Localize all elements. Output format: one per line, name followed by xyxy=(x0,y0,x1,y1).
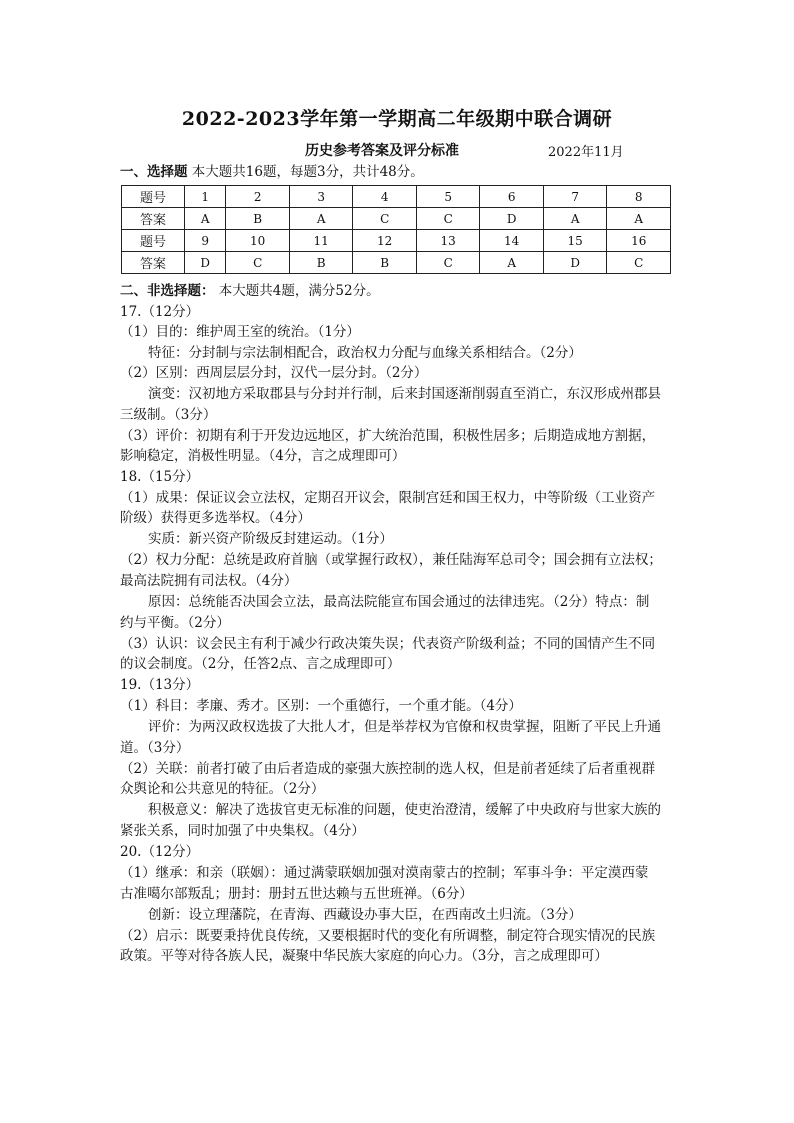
question-heading-17: 17.（12分） xyxy=(120,304,200,320)
table-cell: A xyxy=(289,208,353,230)
answer-line: 三级制。（3分） xyxy=(120,407,217,423)
answer-line: 政策。平等对待各族人民，凝聚中华民族大家庭的向心力。（3分，言之成理即可） xyxy=(120,948,608,964)
table-cell: C xyxy=(416,252,480,274)
table-row xyxy=(122,230,671,252)
answer-line: 约与平衡。（2分） xyxy=(120,615,230,631)
answer-line: （2）区别：西周层层分封，汉代一层分封。（2分） xyxy=(120,365,428,381)
table-cell: 6 xyxy=(480,186,544,208)
table-cell: A xyxy=(480,252,544,274)
answer-line: 众舆论和公共意见的特征。（2分） xyxy=(120,781,325,797)
answer-table xyxy=(121,185,671,274)
section-2-desc: 本大题共4题，满分52分。 xyxy=(218,283,380,299)
table-row xyxy=(122,252,671,274)
answer-line: （3）评价：初期有利于开发边远地区，扩大统治范围，积极性居多；后期造成地方割据， xyxy=(120,428,656,444)
table-cell: 11 xyxy=(289,230,353,252)
table-cell: 3 xyxy=(289,186,353,208)
table-row xyxy=(122,186,671,208)
answer-line: 古准噶尔部叛乱；册封：册封五世达赖与五世班禅。（6分） xyxy=(120,886,473,902)
table-cell: 10 xyxy=(226,230,290,252)
table-cell: 4 xyxy=(353,186,417,208)
answer-line: 的议会制度。（2分，任答2点、言之成理即可） xyxy=(120,656,401,672)
row-label: 答案 xyxy=(122,208,185,230)
table-cell: A xyxy=(543,208,607,230)
answer-line: 创新：设立理藩院，在青海、西藏设办事大臣，在西南改土归流。（3分） xyxy=(148,907,582,923)
answer-line: （1）科目：孝廉、秀才。区别：一个重德行，一个重才能。（4分） xyxy=(120,698,522,714)
table-cell: 5 xyxy=(416,186,480,208)
answer-line: 实质：新兴资产阶级反封建运动。（1分） xyxy=(148,531,393,547)
row-label: 答案 xyxy=(122,252,185,274)
answer-line: （1）目的：维护周王室的统治。（1分） xyxy=(120,324,360,340)
table-cell: 7 xyxy=(543,186,607,208)
answer-line: 积极意义：解决了选拔官吏无标准的问题，使吏治澄清，缓解了中央政府与世家大族的 xyxy=(148,802,661,818)
answer-line: 最高法院拥有司法权。（4分） xyxy=(120,573,298,589)
table-cell: 15 xyxy=(543,230,607,252)
answer-line: （1）成果：保证议会立法权，定期召开议会，限制宫廷和国王权力，中等阶级（工业资产 xyxy=(120,490,656,506)
table-cell: 8 xyxy=(607,186,671,208)
table-cell: C xyxy=(226,252,290,274)
question-heading-19: 19.（13分） xyxy=(120,677,200,693)
answer-line: 演变：汉初地方采取郡县与分封并行制，后来封国逐渐削弱直至消亡，东汉形成州郡县 xyxy=(148,386,661,402)
answer-line: 道。（3分） xyxy=(120,740,190,756)
answer-line: （2）权力分配：总统是政府首脑（或掌握行政权），兼任陆海军总司令；国会拥有立法权； xyxy=(120,552,662,568)
table-cell: A xyxy=(185,208,226,230)
answer-line: 原因：总统能否决国会立法，最高法院能宣布国会通过的法律违宪。（2分）特点：制 xyxy=(148,594,650,610)
document-title: 2022-2023学年第一学期高二年级期中联合调研 xyxy=(181,108,613,130)
row-label: 题号 xyxy=(122,230,185,252)
section-2-heading: 二、非选择题： xyxy=(120,283,215,299)
answer-line: 阶级）获得更多选举权。（4分） xyxy=(120,510,311,526)
table-cell: C xyxy=(607,252,671,274)
answer-line: （2）关联：前者打破了由后者造成的豪强大族控制的选人权，但是前者延续了后者重视群 xyxy=(120,761,656,777)
answer-line: 紧张关系，同时加强了中央集权。（4分） xyxy=(120,823,365,839)
table-cell: 13 xyxy=(416,230,480,252)
table-cell: 2 xyxy=(226,186,290,208)
table-cell: 12 xyxy=(353,230,417,252)
section-1-desc: 本大题共16题，每题3分，共计48分。 xyxy=(191,164,424,180)
document-subtitle: 历史参考答案及评分标准 xyxy=(305,143,459,159)
table-cell: 14 xyxy=(480,230,544,252)
section-2-header xyxy=(120,281,680,301)
answer-line: （3）认识：议会民主有利于减少行政决策失误；代表资产阶级利益；不同的国情产生不同 xyxy=(120,636,656,652)
row-label: 题号 xyxy=(122,186,185,208)
table-cell: C xyxy=(416,208,480,230)
table-cell: D xyxy=(543,252,607,274)
section-1-header xyxy=(120,162,680,182)
section-1-heading: 一、选择题 xyxy=(120,164,188,180)
answer-line: （1）继承：和亲（联姻）：通过满蒙联姻加强对漠南蒙古的控制；军事斗争：平定漠西蒙 xyxy=(120,865,649,881)
document-date: 2022年11月 xyxy=(548,145,624,160)
table-cell: B xyxy=(289,252,353,274)
table-cell: 9 xyxy=(185,230,226,252)
answer-line: 评价：为两汉政权选拔了大批人才，但是举荐权为官僚和权贵掌握，阻断了平民上升通 xyxy=(148,719,661,735)
table-cell: D xyxy=(480,208,544,230)
table-cell: B xyxy=(226,208,290,230)
table-cell: A xyxy=(607,208,671,230)
question-heading-18: 18.（15分） xyxy=(120,469,200,485)
question-heading-20: 20.（12分） xyxy=(120,844,200,860)
table-cell: 16 xyxy=(607,230,671,252)
table-cell: D xyxy=(185,252,226,274)
table-cell: 1 xyxy=(185,186,226,208)
table-row xyxy=(122,208,671,230)
answer-line: （2）启示：既要秉持优良传统，又要根据时代的变化有所调整，制定符合现实情况的民族 xyxy=(120,928,656,944)
answer-line: 特征：分封制与宗法制相配合，政治权力分配与血缘关系相结合。（2分） xyxy=(148,345,582,361)
table-cell: B xyxy=(353,252,417,274)
answer-line: 影响稳定，消极性明显。（4分，言之成理即可） xyxy=(120,448,406,464)
table-cell: C xyxy=(353,208,417,230)
